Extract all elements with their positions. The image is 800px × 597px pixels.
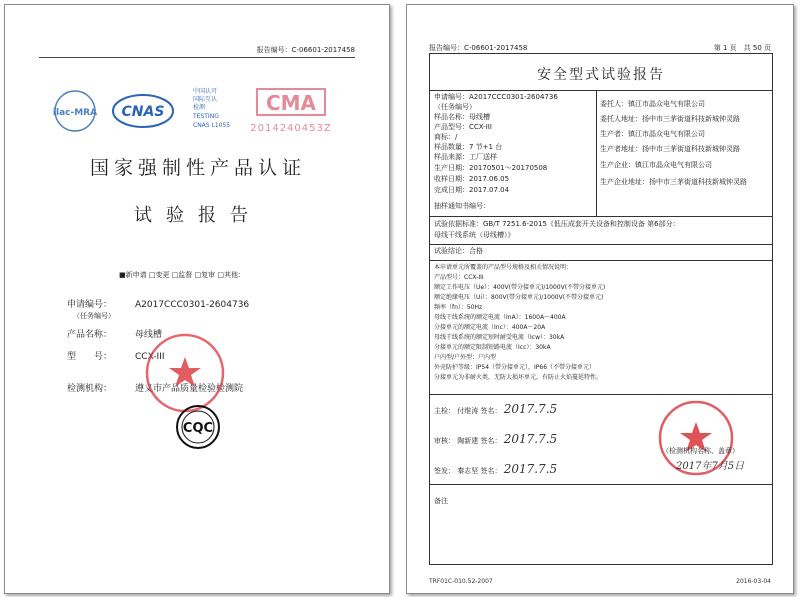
spec-line: 外壳防护等级：IP54（带分接单元），IP66（不带分接单元） — [434, 364, 596, 371]
cma-logo — [250, 89, 331, 134]
info-line: 样品数量：7 节+1 台 — [434, 143, 503, 151]
signature-row-approver — [434, 462, 558, 476]
info-line: 生产企业：镇江市晶众电气有限公司 — [600, 161, 712, 169]
cqc-logo-text: CQC — [182, 421, 214, 436]
signature-person: 付维涛 — [457, 407, 479, 415]
test-basis-line: 试验依据标准：GB/T 7251.6-2015《低压成套开关设备和控制设备 第6部分： — [434, 220, 680, 228]
signature-label: 签名： — [480, 437, 502, 445]
field-value: 母线槽 — [135, 330, 163, 340]
spec-line: 分接单元为非耐火类，无防大损坏单元，有防止火焰蔓延特性。 — [434, 374, 603, 381]
page-indicator: 第 1 页 共 50 页 — [713, 44, 771, 52]
test-basis-line: 母线干线系统（母线槽）》 — [434, 231, 515, 239]
spec-line: 产品型号：CCX-III — [434, 274, 484, 281]
field-label: 申请编号： — [67, 300, 113, 310]
form-code: TRF01C-010.52-2007 — [429, 578, 493, 585]
report-number: 报告编号：C-06601-2017458 — [429, 44, 528, 52]
divider — [430, 260, 772, 261]
cma-number: 2014240453Z — [250, 123, 332, 134]
info-line: 申请编号：A2017CCC0301-2604736 — [434, 93, 558, 101]
info-line: 产品型号：CCX-III — [434, 123, 492, 131]
divider — [596, 90, 597, 216]
cnas-caption-2: 国际互认 — [193, 96, 218, 103]
divider — [430, 484, 772, 485]
spec-line: 母线干线系统的额定短时耐受电流（Icw）：30kA — [434, 334, 565, 341]
report-number: 报告编号：C-06601-2017458 — [256, 46, 355, 54]
signature-date: 2017.7.5 — [503, 462, 558, 476]
signature-date: 2017.7.5 — [503, 402, 558, 416]
divider — [430, 90, 772, 91]
spec-line: 频率（fn）：50Hz — [434, 304, 483, 311]
spec-line: 本申请单元所覆盖的产品型号规格及相关情况说明： — [434, 264, 573, 271]
test-conclusion: 试验结论：合格 — [434, 247, 483, 255]
spec-line: 额定绝缘电压（Ui）：800V(带分接单元)/1000V(不带分接单元) — [434, 294, 604, 301]
cnas-caption-4: TESTING — [193, 113, 219, 120]
divider — [430, 394, 772, 395]
report-table — [429, 53, 773, 565]
cma-logo-text: CMA — [265, 91, 317, 115]
signature-role: 主检： — [434, 407, 455, 415]
divider — [39, 57, 355, 58]
signature-label: 签名： — [480, 407, 502, 415]
certification-cover-page — [4, 4, 390, 594]
cnas-caption-1: 中国认可 — [193, 88, 218, 95]
report-title: 试验报告 — [134, 205, 262, 226]
spec-line: 分接单元的额定电流（Inc）：400A～20A — [434, 324, 546, 331]
signature-row-chief-tester — [434, 402, 558, 416]
info-line: 生产企业地址：扬中市三茅街道科技新城钟灵路 — [600, 178, 747, 186]
cnas-caption-5: CNAS L1055 — [193, 122, 231, 129]
info-line: 生产日期：20170501～20170508 — [434, 164, 548, 172]
info-line: 生产者：镇江市晶众电气有限公司 — [600, 130, 705, 138]
task-number-note: （任务编号） — [73, 312, 115, 320]
test-report-page — [406, 4, 794, 594]
cnas-logo — [113, 87, 230, 129]
divider — [430, 216, 772, 217]
info-line: 商标：/ — [434, 133, 458, 141]
signature-person: 陶新建 — [457, 437, 479, 445]
application-type-options: ■新申请 □变更 □监督 □复审 □其他： — [119, 271, 245, 279]
certification-title: 国家强制性产品认证 — [89, 157, 306, 179]
form-date: 2016-03-04 — [736, 578, 771, 585]
field-value: 遵义市产品质量检验检测院 — [135, 384, 244, 394]
remarks-label: 备注 — [434, 497, 448, 505]
stamp-caption: （检测机构名称、盖章） — [662, 447, 739, 455]
info-line: 完成日期：2017.07.04 — [434, 186, 510, 194]
signature-role: 审核： — [434, 437, 455, 445]
field-label: 型 号： — [67, 352, 113, 362]
spec-line: 分接单元的额定限制短路电流（Icc）：30kA — [434, 344, 551, 351]
signature-label: 签名： — [480, 467, 502, 475]
cqc-logo — [169, 403, 227, 451]
info-line: 样品名称：母线槽 — [434, 113, 490, 121]
spec-line: 户内型/户外型：户内型 — [434, 354, 497, 361]
accreditation-logos — [45, 81, 345, 141]
info-line: 委托人：镇江市晶众电气有限公司 — [600, 100, 705, 108]
field-value: A2017CCC0301-2604736 — [135, 300, 250, 310]
info-line: 委托人地址：扬中市三茅街道科技新城钟灵路 — [600, 115, 740, 123]
cnas-caption-3: 检测 — [193, 104, 206, 111]
info-line: 抽样通知书编号： — [434, 202, 490, 210]
stamp-date: 2017年7月5日 — [676, 461, 745, 472]
info-line: （任务编号） — [434, 103, 476, 111]
divider — [430, 244, 772, 245]
info-line: 生产者地址：扬中市三茅街道科技新城钟灵路 — [600, 145, 740, 153]
spec-line: 额定工作电压（Ue）：400V(带分接单元)/1000V(不带分接单元) — [434, 284, 606, 291]
ilac-logo-text: ilac-MRA — [52, 108, 98, 118]
signature-date: 2017.7.5 — [503, 432, 558, 446]
field-label: 检测机构： — [67, 384, 113, 394]
report-title: 安全型式试验报告 — [537, 67, 665, 83]
ilac-mra-logo — [53, 91, 97, 131]
cnas-logo-text: CNAS — [121, 104, 165, 120]
info-line: 收样日期：2017.06.05 — [434, 175, 510, 183]
info-line: 样品来源：工厂送样 — [434, 153, 497, 161]
signature-person: 秦志坚 — [457, 467, 479, 475]
signature-role: 签发： — [434, 467, 455, 475]
spec-line: 母线干线系统的额定电流（InA）：1600A～400A — [434, 314, 566, 321]
field-value: CCX-III — [135, 352, 165, 362]
field-label: 产品名称： — [67, 330, 113, 340]
signature-row-reviewer — [434, 432, 558, 446]
application-number-field — [67, 297, 249, 310]
